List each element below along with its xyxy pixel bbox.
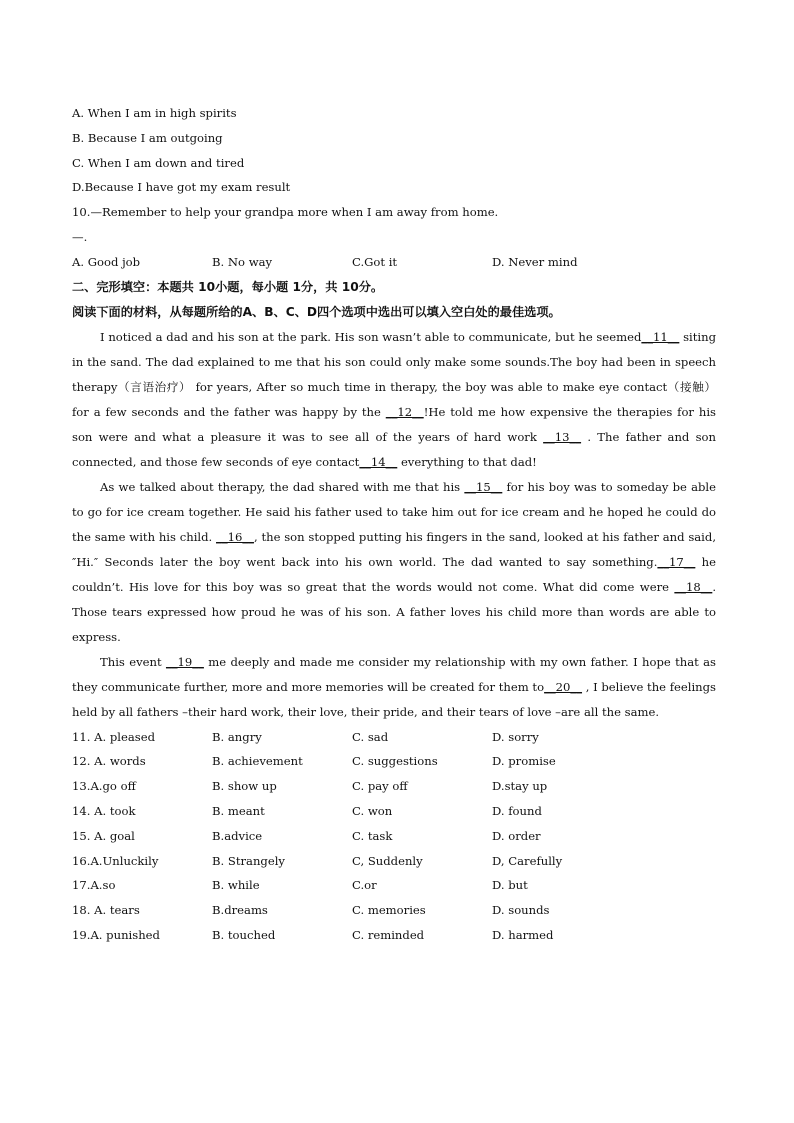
blank-20: __20__	[544, 679, 583, 694]
q10-stem: 10.—Remember to help your grandpa more when I am away from home.	[72, 205, 499, 220]
q9-option-d: D.Because I have got my exam result	[72, 180, 291, 195]
option-c: C. reminded	[352, 927, 425, 942]
option-d: D. but	[492, 878, 528, 893]
p2-text: As we talked about therapy, the dad shared with me that his	[100, 479, 465, 494]
option-a: 18. A. tears	[72, 903, 140, 918]
option-b: B. Strangely	[212, 853, 285, 868]
q9-option-b: B. Because I am outgoing	[72, 130, 223, 145]
option-d: D. sorry	[492, 729, 539, 744]
option-a: 15. A. goal	[72, 828, 135, 843]
option-b: B.dreams	[212, 903, 268, 918]
blank-17: __17__	[657, 554, 696, 569]
p2-text: , the son stopped putting his fingers in the sand, looked at his father and said, ″Hi.″ Seconds later the boy went back into his own world. The dad wanted to say something.	[72, 529, 716, 569]
q10-options	[72, 250, 716, 275]
p1-text: !He told me how expensive the therapies for his son were and what a pleasure it was to see all of the years of hard work	[72, 404, 716, 444]
blank-12: __12__	[385, 404, 424, 419]
option-a: 13.A.go off	[72, 779, 136, 794]
option-b: B. touched	[212, 927, 276, 942]
option-c: C. pay off	[352, 779, 408, 794]
blank-11: __11__	[641, 329, 680, 344]
option-a: 14. A. took	[72, 803, 136, 818]
blank-19: __19__	[165, 654, 204, 669]
section-title: 二、完形填空：本题共 10小题，每小题 1分，共 10分。	[72, 279, 384, 294]
option-c: C. task	[352, 828, 393, 843]
p1-text: I noticed a dad and his son at the park. His son wasn’t able to communicate, but he seemed	[100, 329, 642, 344]
option-a: 17.A.so	[72, 878, 116, 893]
option-b: B.advice	[212, 828, 263, 843]
blank-14: __14__	[359, 454, 398, 469]
option-a: 19.A. punished	[72, 927, 160, 942]
p2-text: he couldn’t. His love for this boy was so great that the words would not come. What did come were	[72, 554, 716, 594]
question-row	[72, 849, 716, 874]
option-a: 11. A. pleased	[72, 729, 156, 744]
q10-option-a: A. Good job	[72, 254, 141, 269]
option-d: D. promise	[492, 754, 556, 769]
p3-text: This event	[100, 654, 166, 669]
option-d: D, Carefully	[492, 853, 563, 868]
p3-text: me deeply and made me consider my relationship with my own father. I hope that as they communicate further, more and more memories will be created for them to	[72, 654, 716, 694]
question-row	[72, 725, 716, 750]
passage-paragraph-2	[72, 475, 716, 650]
blank-16: __16__	[216, 529, 254, 544]
option-b: B. while	[212, 878, 260, 893]
p3-text: , I believe the feelings held by all fathers –their hard work, their love, their pride, and their tears of love –are all the same.	[72, 679, 716, 719]
page-content	[72, 101, 716, 948]
option-d: D.stay up	[492, 779, 548, 794]
p1-text: . The father and son connected, and those few seconds of eye contact	[72, 429, 716, 469]
option-a: 12. A. words	[72, 754, 146, 769]
option-c: C, Suddenly	[352, 853, 423, 868]
option-c: C. won	[352, 803, 393, 818]
p1-text: siting in the sand. The dad explained to me that his son could only make some sounds.The boy had been in speech therapy（言语治疗） for years, After so much time in therapy, the boy was able to make eye contact（接触） for a few seconds and the father was happy by the	[72, 329, 716, 419]
option-c: C. sad	[352, 729, 389, 744]
p1-text: everything to that dad!	[397, 454, 537, 469]
option-b: B. show up	[212, 779, 277, 794]
question-row	[72, 898, 716, 923]
question-row	[72, 824, 716, 849]
blank-15: __15__	[464, 479, 503, 494]
question-list	[72, 725, 716, 948]
option-d: D. sounds	[492, 903, 550, 918]
blank-18: __18__	[674, 579, 713, 594]
question-row	[72, 873, 716, 898]
option-d: D. order	[492, 828, 541, 843]
question-row	[72, 749, 716, 774]
option-d: D. harmed	[492, 927, 554, 942]
option-c: C. memories	[352, 903, 426, 918]
passage-paragraph-1	[72, 325, 716, 475]
option-a: 16.A.Unluckily	[72, 853, 159, 868]
p2-text: for his boy was to someday be able to go for ice cream together. He said his father used to take him out for ice cream and he hoped he could do the same with his child.	[72, 479, 717, 544]
passage-paragraph-3	[72, 650, 716, 725]
q10-option-b: B. No way	[212, 254, 273, 269]
option-b: B. achievement	[212, 754, 303, 769]
option-c: C.or	[352, 878, 377, 893]
question-row	[72, 774, 716, 799]
question-row	[72, 799, 716, 824]
q9-option-c: C. When I am down and tired	[72, 155, 245, 170]
q10-answer-line: —.	[72, 229, 88, 244]
q10-option-d: D. Never mind	[492, 254, 578, 269]
section-instruction: 阅读下面的材料，从每题所给的A、B、C、D四个选项中选出可以填入空白处的最佳选项。	[72, 304, 561, 319]
option-c: C. suggestions	[352, 754, 438, 769]
blank-13: __13__	[543, 429, 582, 444]
q9-option-a: A. When I am in high spirits	[72, 106, 237, 120]
q10-option-c: C.Got it	[352, 254, 398, 269]
option-b: B. meant	[212, 803, 265, 818]
option-b: B. angry	[212, 729, 262, 744]
question-row	[72, 923, 716, 948]
p2-text: . Those tears expressed how proud he was of his son. A father loves his child more than words are able to express.	[72, 579, 716, 644]
option-d: D. found	[492, 803, 542, 818]
